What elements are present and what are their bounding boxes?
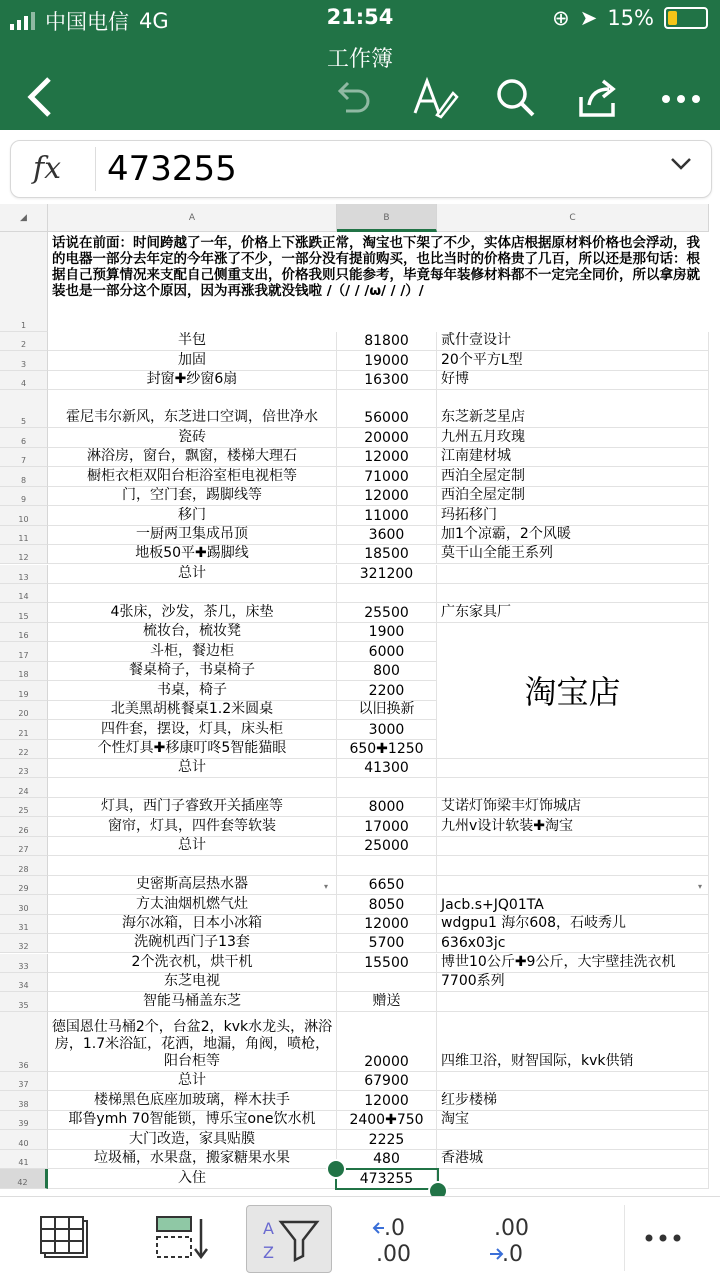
row-number: 19 (18, 689, 29, 699)
row-header-14[interactable] (0, 584, 48, 603)
row-number: 42 (17, 1177, 28, 1187)
cell-b14[interactable] (337, 584, 437, 603)
cell-b42[interactable]: 473255 (337, 1169, 437, 1188)
row-header-8[interactable] (0, 467, 48, 486)
merged-cell-taobao[interactable]: 淘宝店 (437, 623, 709, 759)
cell-a19[interactable]: 书桌，椅子 (48, 681, 337, 700)
cell-a37[interactable]: 总计 (48, 1072, 337, 1091)
cell-b24[interactable] (337, 778, 437, 797)
cell-a2[interactable]: 半包 (48, 332, 337, 351)
column-header-b[interactable]: B (337, 204, 437, 232)
cell-a16[interactable]: 梳妆台，梳妆凳 (48, 623, 337, 642)
cell-b39[interactable]: 2400✚750 (337, 1111, 437, 1130)
column-header-c[interactable]: C (437, 204, 709, 232)
row-header-33[interactable] (0, 954, 48, 973)
row-number: 14 (18, 592, 29, 602)
row-number: 20 (18, 709, 29, 719)
row-header-28[interactable] (0, 856, 48, 875)
svg-text:.0: .0 (384, 1216, 405, 1241)
cell-c12[interactable]: 莫干山全能王系列 (437, 545, 709, 564)
row-header-22[interactable] (0, 740, 48, 759)
row-number: 24 (18, 786, 29, 796)
cell-a5[interactable]: 霍尼韦尔新风，东芝进口空调，倍世净水 (48, 390, 337, 428)
row-number: 28 (18, 864, 29, 874)
cell-b27[interactable]: 25000 (337, 837, 437, 856)
cell-c32[interactable]: 636x03jc (437, 934, 709, 953)
cell-b23[interactable]: 41300 (337, 759, 437, 778)
cell-b16[interactable]: 1900 (337, 623, 437, 642)
cell-c41[interactable]: 香港城 (437, 1150, 709, 1169)
cell-a23[interactable]: 总计 (48, 759, 337, 778)
cell-a10[interactable]: 移门 (48, 506, 337, 525)
cell-a20[interactable]: 北美黑胡桃餐桌1.2米圆桌 (48, 701, 337, 720)
back-icon[interactable] (18, 75, 62, 121)
cell-b21[interactable]: 3000 (337, 720, 437, 739)
battery-icon (664, 7, 708, 29)
more-icon[interactable] (656, 75, 706, 121)
row-number: 26 (18, 825, 29, 835)
format-text-icon[interactable] (410, 75, 460, 121)
toolbar (0, 75, 720, 125)
cell-b40[interactable]: 2225 (337, 1130, 437, 1149)
cell-c38[interactable]: 红步楼梯 (437, 1091, 709, 1110)
row-header-27[interactable] (0, 837, 48, 856)
cell-a14[interactable] (48, 584, 337, 603)
cell-b38[interactable]: 12000 (337, 1091, 437, 1110)
row-number: 33 (18, 961, 29, 971)
row-number: 12 (18, 553, 29, 563)
row-header-37[interactable] (0, 1072, 48, 1091)
cell-c8[interactable]: 西泊全屋定制 (437, 467, 709, 486)
row-header-36[interactable] (0, 1012, 48, 1072)
row-header-19[interactable] (0, 681, 48, 700)
cell-b9[interactable]: 12000 (337, 487, 437, 506)
orientation-lock-icon: ⊕ (552, 6, 570, 30)
row-header-11[interactable] (0, 526, 48, 545)
cell-a24[interactable] (48, 778, 337, 797)
cell-a7[interactable]: 淋浴房，窗台，飘窗，楼梯大理石 (48, 448, 337, 467)
svg-text:.0: .0 (502, 1242, 523, 1265)
cell-a32[interactable]: 洗碗机西门子13套 (48, 934, 337, 953)
select-all-corner[interactable]: ◢ (0, 204, 48, 232)
svg-text:A: A (263, 1219, 274, 1238)
search-icon[interactable] (492, 75, 538, 121)
row-number: 25 (18, 806, 29, 816)
row-header-41[interactable] (0, 1150, 48, 1169)
row-header-7[interactable] (0, 448, 48, 467)
column-header-a[interactable]: A (48, 204, 337, 232)
row-number: 36 (18, 1060, 29, 1070)
row-number: 22 (18, 747, 29, 757)
row-header-23[interactable] (0, 759, 48, 778)
row-header-30[interactable] (0, 895, 48, 914)
dropdown-c29-icon[interactable]: ▾ (698, 881, 703, 891)
cell-a27[interactable]: 总计 (48, 837, 337, 856)
cell-b35[interactable]: 赠送 (337, 992, 437, 1011)
row-header-39[interactable] (0, 1111, 48, 1130)
row-header-24[interactable] (0, 778, 48, 797)
svg-text:Z: Z (263, 1243, 274, 1262)
row-number: 17 (18, 650, 29, 660)
row-number: 31 (18, 923, 29, 933)
cell-b31[interactable]: 12000 (337, 915, 437, 934)
cell-b18[interactable]: 800 (337, 662, 437, 681)
selection-handle-top-left[interactable] (326, 1159, 346, 1179)
cell-a36[interactable]: 德国恩仕马桶2个，台盆2，kvk水龙头，淋浴房，1.7米浴缸，花洒，地漏，角阀，喷枪，阳台柜等 (48, 1012, 337, 1072)
sort-filter-icon[interactable] (246, 1205, 332, 1273)
cell-b8[interactable]: 71000 (337, 467, 437, 486)
row-header-10[interactable] (0, 506, 48, 525)
row-number: 7 (20, 456, 27, 466)
app-header (0, 0, 720, 130)
row-number: 29 (18, 884, 29, 894)
row-header-34[interactable] (0, 973, 48, 992)
cell-c40[interactable] (437, 1130, 709, 1149)
row-number: 6 (20, 436, 27, 446)
carrier-label: 中国电信 (45, 10, 129, 34)
cell-c25[interactable]: 艾诺灯饰梁丰灯饰城店 (437, 798, 709, 817)
intro-note[interactable]: 话说在前面：时间跨越了一年，价格上下涨跌正常，淘宝也下架了不少，实体店根据原材料价格也会浮动，我的电器一部分去年定的今年涨了不少，一部分没有提前购买，也比当时的价格贵了几百，所以还是那句话：根据自己预算情况来支配自己侧重支出，价格我则只能参考，毕竟每年装修材料都不一定完全同价，所以拿房就装也是一部分这个原因，因为再涨我就没钱啦 /（/ / /ω/ / /）/ (52, 235, 700, 299)
cell-b7[interactable]: 12000 (337, 448, 437, 467)
row-header-42[interactable] (0, 1169, 48, 1188)
spreadsheet-grid[interactable] (0, 204, 720, 1196)
cell-a8[interactable]: 橱柜衣柜双阳台柜浴室柜电视柜等 (48, 467, 337, 486)
cell-b32[interactable]: 5700 (337, 934, 437, 953)
cell-a4[interactable]: 封窗✚纱窗6扇 (48, 371, 337, 390)
row-header-2[interactable] (0, 332, 48, 351)
cell-b2[interactable]: 81800 (337, 332, 437, 351)
cell-b30[interactable]: 8050 (337, 895, 437, 914)
cell-a28[interactable] (48, 856, 337, 875)
row-number: 40 (18, 1138, 29, 1148)
cell-c2[interactable]: 贰什壹设计 (437, 332, 709, 351)
cell-c33[interactable]: 博世10公斤✚9公斤，大宇壁挂洗衣机 (437, 954, 709, 973)
cell-c24[interactable] (437, 778, 709, 797)
cell-b3[interactable]: 19000 (337, 351, 437, 370)
cell-c28[interactable] (437, 856, 709, 875)
cell-a40[interactable]: 大门改造，家具贴膜 (48, 1130, 337, 1149)
network-label: 4G (139, 9, 169, 33)
row-header-6[interactable] (0, 428, 48, 447)
row-number: 21 (18, 728, 29, 738)
freeze-panes-icon[interactable] (30, 1205, 100, 1271)
row-header-29[interactable] (0, 876, 48, 895)
fx-icon: fx (33, 151, 62, 186)
cell-a25[interactable]: 灯具，西门子睿致开关插座等 (48, 798, 337, 817)
cell-a31[interactable]: 海尔冰箱，日本小冰箱 (48, 915, 337, 934)
row-number: 41 (18, 1158, 29, 1168)
row-header-15[interactable] (0, 603, 48, 622)
dropdown-a29-icon[interactable]: ▾ (324, 881, 329, 891)
formula-bar[interactable] (10, 140, 712, 198)
cell-b29[interactable]: 6650 (337, 876, 437, 895)
row-header-9[interactable] (0, 487, 48, 506)
cell-a3[interactable]: 加固 (48, 351, 337, 370)
svg-text:.00: .00 (376, 1242, 411, 1265)
row-header-25[interactable] (0, 798, 48, 817)
row-number: 34 (18, 981, 29, 991)
row-number: 27 (18, 845, 29, 855)
cell-c31[interactable]: wdgpu1 海尔608，石岐秀儿 (437, 915, 709, 934)
row-number: 11 (18, 534, 29, 544)
row-header-38[interactable] (0, 1091, 48, 1110)
cell-b15[interactable]: 25500 (337, 603, 437, 622)
cell-a26[interactable]: 窗帘，灯具，四件套等软装 (48, 817, 337, 836)
row-header-21[interactable] (0, 720, 48, 739)
workbook-title: 工作簿 (326, 47, 393, 72)
row-header-16[interactable] (0, 623, 48, 642)
row-number: 30 (18, 903, 29, 913)
cell-c27[interactable] (437, 837, 709, 856)
selected-cell-outline (335, 1168, 439, 1189)
cell-b36[interactable]: 20000 (337, 1012, 437, 1072)
cell-a35[interactable]: 智能马桶盖东芝 (48, 992, 337, 1011)
cell-c3[interactable]: 20个平方L型 (437, 351, 709, 370)
row-header-1[interactable] (0, 232, 48, 332)
row-number: 8 (20, 475, 27, 485)
cell-a29[interactable]: 史密斯高层热水器 (48, 876, 337, 895)
cell-a18[interactable]: 餐桌椅子，书桌椅子 (48, 662, 337, 681)
row-header-5[interactable] (0, 390, 48, 428)
cell-b20[interactable]: 以旧换新 (337, 701, 437, 720)
cell-b13[interactable]: 321200 (337, 565, 437, 584)
cell-a21[interactable]: 四件套，摆设，灯具，床头柜 (48, 720, 337, 739)
cell-c30[interactable]: Jacb.s+JQ01TA (437, 895, 709, 914)
cell-b11[interactable]: 3600 (337, 526, 437, 545)
cell-b25[interactable]: 8000 (337, 798, 437, 817)
bottom-toolbar (0, 1196, 720, 1281)
cell-b19[interactable]: 2200 (337, 681, 437, 700)
cell-a11[interactable]: 一厨两卫集成吊顶 (48, 526, 337, 545)
selection-handle-bottom-right[interactable] (428, 1181, 448, 1196)
cell-b5[interactable]: 56000 (337, 390, 437, 428)
cell-b4[interactable]: 16300 (337, 371, 437, 390)
cell-c34[interactable]: 7700系列 (437, 973, 709, 992)
cell-b17[interactable]: 6000 (337, 642, 437, 661)
cell-c15[interactable]: 广东家具厂 (437, 603, 709, 622)
cell-c35[interactable] (437, 992, 709, 1011)
cell-c29[interactable] (437, 876, 709, 895)
row-number: 18 (18, 670, 29, 680)
cell-c37[interactable] (437, 1072, 709, 1091)
cell-a15[interactable]: 4张床，沙发，茶几，床垫 (48, 603, 337, 622)
cell-b28[interactable] (337, 856, 437, 875)
cell-c6[interactable]: 九州五月玫瑰 (437, 428, 709, 447)
cell-a41[interactable]: 垃圾桶，水果盘，搬家糖果水果 (48, 1150, 337, 1169)
cell-c26[interactable]: 九州v设计软装✚淘宝 (437, 817, 709, 836)
cell-b12[interactable]: 18500 (337, 545, 437, 564)
chevron-down-icon[interactable] (669, 151, 693, 182)
row-number: 3 (20, 359, 27, 369)
cell-a38[interactable]: 楼梯黑色底座加玻璃，榉木扶手 (48, 1091, 337, 1110)
increase-decimal-icon[interactable] (478, 1205, 542, 1271)
formula-separator (95, 147, 96, 191)
cell-c36[interactable]: 四维卫浴，财智国际，kvk供销 (437, 1012, 709, 1072)
row-number: 2 (20, 340, 27, 350)
share-icon[interactable] (574, 75, 622, 121)
row-header-17[interactable] (0, 642, 48, 661)
cell-a30[interactable]: 方太油烟机燃气灶 (48, 895, 337, 914)
row-header-20[interactable] (0, 701, 48, 720)
row-number: 37 (18, 1080, 29, 1090)
svg-text:.00: .00 (494, 1216, 529, 1241)
decrease-decimal-icon[interactable] (368, 1205, 432, 1271)
cell-c23[interactable] (437, 759, 709, 778)
more-options-icon[interactable] (624, 1205, 701, 1271)
cell-c13[interactable] (437, 565, 709, 584)
battery-percent: 15% (607, 6, 654, 30)
row-header-13[interactable] (0, 565, 48, 584)
cell-b10[interactable]: 11000 (337, 506, 437, 525)
cell-b6[interactable]: 20000 (337, 428, 437, 447)
row-number: 35 (18, 1000, 29, 1010)
insert-row-icon[interactable] (146, 1205, 216, 1271)
cell-a39[interactable]: 耶鲁ymh 70智能锁，博乐宝one饮水机 (48, 1111, 337, 1130)
cell-b33[interactable]: 15500 (337, 954, 437, 973)
row-header-4[interactable] (0, 371, 48, 390)
cell-a17[interactable]: 斗柜，餐边柜 (48, 642, 337, 661)
cell-a13[interactable]: 总计 (48, 565, 337, 584)
clock: 21:54 (326, 5, 394, 29)
row-number: 10 (18, 514, 29, 524)
cell-c42[interactable] (437, 1169, 709, 1188)
cell-a12[interactable]: 地板50平✚踢脚线 (48, 545, 337, 564)
row-number: 5 (20, 417, 27, 427)
cell-c7[interactable]: 江南建材城 (437, 448, 709, 467)
cell-c5[interactable]: 东芝新芝星店 (437, 390, 709, 428)
row-number: 15 (18, 611, 29, 621)
row-number: 4 (20, 379, 27, 389)
cell-c14[interactable] (437, 584, 709, 603)
row-header-12[interactable] (0, 545, 48, 564)
cell-b26[interactable]: 17000 (337, 817, 437, 836)
row-header-31[interactable] (0, 915, 48, 934)
row-number: 39 (18, 1119, 29, 1129)
formula-input[interactable]: 473255 (107, 149, 237, 189)
cell-b37[interactable]: 67900 (337, 1072, 437, 1091)
status-bar (0, 0, 720, 40)
row-number: 13 (18, 572, 29, 582)
cell-a9[interactable]: 门，空门套，踢脚线等 (48, 487, 337, 506)
row-number: 23 (18, 767, 29, 777)
cell-a6[interactable]: 瓷砖 (48, 428, 337, 447)
cell-b22[interactable]: 650✚1250 (337, 740, 437, 759)
row-header-40[interactable] (0, 1130, 48, 1149)
cell-a22[interactable]: 个性灯具✚移康叮咚5智能猫眼 (48, 740, 337, 759)
row-header-18[interactable] (0, 662, 48, 681)
row-number: 9 (20, 495, 27, 505)
cell-a42[interactable]: 入住 (48, 1169, 337, 1188)
cell-a34[interactable]: 东芝电视 (48, 973, 337, 992)
cell-c11[interactable]: 加1个凉霸，2个风暖 (437, 526, 709, 545)
cell-c4[interactable]: 好博 (437, 371, 709, 390)
cell-b41[interactable]: 480 (337, 1150, 437, 1169)
cell-c39[interactable]: 淘宝 (437, 1111, 709, 1130)
location-icon: ➤ (579, 6, 598, 30)
cell-c10[interactable]: 玛拓移门 (437, 506, 709, 525)
row-number: 16 (18, 631, 29, 641)
row-header-32[interactable] (0, 934, 48, 953)
undo-icon[interactable] (330, 75, 374, 121)
row-number: 1 (20, 321, 27, 330)
row-number: 32 (18, 942, 29, 952)
row-header-35[interactable] (0, 992, 48, 1011)
row-header-3[interactable] (0, 351, 48, 370)
cell-b34[interactable] (337, 973, 437, 992)
cell-a33[interactable]: 2个洗衣机，烘干机 (48, 954, 337, 973)
row-header-26[interactable] (0, 817, 48, 836)
cell-c9[interactable]: 西泊全屋定制 (437, 487, 709, 506)
row-number: 38 (18, 1099, 29, 1109)
